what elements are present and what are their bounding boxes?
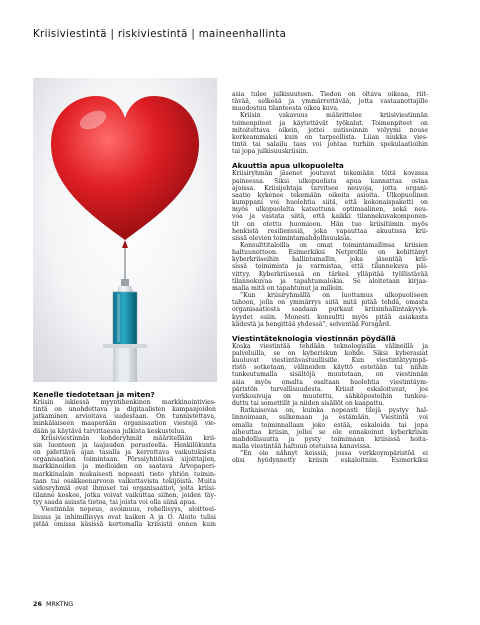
section-heading-kenelle: Kenelle tiedotetaan ja miten? (33, 390, 155, 399)
text-line: tävää, selkeää ja ymmärrettävää, jotta vastaanottajille (232, 98, 428, 106)
text-line: paineessa. Siksi ulkopuolista apua kannattaa ostaa (232, 177, 428, 185)
text-line: ”Kun kriisiryhmällä on luottamus ulkopuoliseen (240, 292, 428, 300)
right-intro (232, 91, 428, 155)
text-line: olisi hyödynnetty kriisin eskaloitniin. Esimerkiksi (232, 457, 428, 465)
right-column (232, 91, 428, 465)
text-line: mitoitettava oikein, jottei uutisoinnin volyymi nouse (232, 126, 428, 134)
text-line: päristön turvallisuudesta. Kriisit eskaloituvat, jos (232, 385, 428, 393)
text-line: minkälaiseen maaperään organisaation viestejä vie- (33, 420, 216, 428)
text-line: tahoon, jolla on ymmärrys siitä mitä pitää tehdä, omasta (232, 299, 428, 307)
text-line: Viestinnän nopeus, avoimuus, rehellisyys, aloitteel- (41, 506, 216, 514)
text-line: jatkaminen arvioitava uudestaan. On tunnistettava, (33, 413, 216, 421)
text-line: Kriisiryhmän jäsenet joutuvat tekemään töitä kovassa (232, 170, 428, 178)
text-line: sissä toimimista ja varmistaa, että tilannekuva päi- (232, 263, 428, 271)
text-line: omalla toiminnallaan joko estää, eskaloida tai jopa (232, 421, 428, 429)
text-line: tyy saada asiasta tietoa, tai joista voi olla siinä apua. (33, 499, 197, 507)
left-body (33, 399, 216, 528)
text-line: Kriisin vakavuus määrittelee kriisiviestinnän (240, 112, 428, 120)
text-line: tilannekuvaa ja tapahtumalokia. Se aloitetaan kirjaa- (232, 277, 428, 285)
page-footer (33, 600, 73, 608)
text-line: kyberkriiseihin hallintamallin, joka jäsentää krii- (232, 256, 428, 264)
text-line: ajoissa. Kriisijohtaja tarvitsee neuvoja, jotta organi- (232, 184, 428, 192)
text-line: myös ulkopuolelta katsottuna optimaalinen, sekä neu- (232, 206, 428, 214)
section-heading-akuuttia: Akuuttia apua ulkopuolelta (232, 161, 344, 171)
text-line: malla viestintää haltuun otetuissa kanavissa. (232, 443, 372, 451)
text-line: sidosryhmiä ovat ihmiset tai organisaatiot, joita kriisi- (33, 484, 216, 492)
text-line: toimenpiteet ja käytettävät työkalut. Toimenpiteet on (232, 119, 428, 127)
text-line: malla mitä on tapahtunut ja milloin. (232, 284, 344, 292)
text-line: tintä on unohdettava ja digitaalisten kampanjoiden (33, 406, 216, 414)
text-line: vittyy. Kyberkriisessä on tärkeä ylläpitää työllistävää (232, 270, 428, 278)
text-line: saatio kykenee tekemään oikeita asioita. Ulkopuolinen (232, 191, 428, 199)
text-line: Kriisin iskiessä myyntihenkinen markkinointivies- (33, 399, 216, 406)
text-line: tunkeutumalla sisältöjä muutetaan, on viestinnän (232, 371, 428, 379)
text-line: haltuunottoon. Esimerkiksi Netprofile on kehittänyt (232, 249, 428, 257)
text-line: on pidettävä ajan tasalla ja kerrottava vaikutuksista (33, 449, 216, 457)
text-line: ristö sotketaan, välineiden käyttö estetään tai niihin (232, 364, 428, 372)
text-line: henkistä resilienssiä, joka vapauttaa akuutissa krii- (232, 227, 428, 235)
text-line: markkinoiden ja medioiden on saatava Arvopaperi- (33, 463, 216, 471)
text-line: sissä olevien toimintamahdollisuuksia. (232, 234, 352, 242)
section1-body (232, 170, 428, 327)
text-line: taan tai osakkeenarvoon vaikuttavista tekijöistä. Muita (33, 477, 216, 485)
magazine-name: MRKTNG (45, 600, 74, 608)
text-line: kädestä ja hengittää yhdessä”, selventää Forsgård. (232, 320, 392, 328)
text-line: kyydet esiin. Monesti konsultti myös pitää asiakasta (232, 313, 428, 321)
text-line: Ratkaisevaa on, kuinka nopeasti tilejä pystyy hal- (240, 407, 428, 415)
text-line: duttu tai somettilit ja niiden sisällöt on kaapattu. (232, 400, 385, 408)
text-line: asia myös omalta osaltaan huolehtia viestintäym- (232, 378, 428, 386)
text-line: asia tulee julkisuuteen. Tiedon on oltava oikeaa, riit- (232, 91, 428, 98)
text-line: mahdollisuutta ja pysty toimimaan kriisissä hoita- (232, 435, 428, 443)
syringe-barrel (113, 292, 137, 346)
text-line: aiheuttaa kriisin, jollei se ole ennakoinut kyberkriisin (232, 428, 428, 436)
text-line: tilanne koskee, jotka voivat vaikuttaa siihen, joiden täy- (33, 492, 216, 500)
text-line: tai jopa julkisuuskriisiin. (232, 148, 309, 156)
text-line: organisaatiosta saadaan purkaut kriisinhallintakyvyk- (232, 306, 428, 314)
text-line: sin luonteen ja laajuuden perusteella. Henkilökunta (33, 441, 216, 449)
text-line: Konsulttitaloilla on omat toimintamallinsa kriisien (240, 241, 428, 249)
heart-balloon-syringe-image (33, 78, 217, 382)
text-line: palveluilla, se on kyberiskun kohde. Siksi kyberasiat (232, 350, 428, 357)
text-line: verkkosivuja on muutettu, sähköposteihin tunkeu- (232, 392, 428, 400)
text-line: ”En ole nähnyt keissiä, jossa verkkoympäristöä ei (240, 450, 428, 458)
text-line: tit on otettu huomioon. Hän tuo kriisitiimin myös (232, 220, 428, 228)
text-line: markkinalain mukaisesti nopeasti tieto yhtiön toimin- (33, 470, 216, 478)
text-line: Kriisiviestinnän kohderyhmät määritellään krii- (41, 434, 216, 442)
text-line: tintä tai salailu taas voi johtaa turhiin spekulaatioihin (232, 141, 428, 149)
text-line: organisaation toimintaan. Pörssiyhtiöissä sijoittajien, (33, 456, 216, 464)
text-line: korkeammaksi kuin on tarpeellista. Liian niukka vies- (232, 133, 428, 141)
text-line: muodostuu tilanteesta oikea kuva. (232, 105, 339, 113)
text-line: kuuluvat viestintävastuullisille. Kun viestintätyympä- (232, 357, 428, 365)
left-column (33, 390, 216, 528)
text-line: pitää omissa käsissä kertomalla kriisistä ennen kuin (33, 520, 216, 528)
text-line: dään ja käytävä tarvittaessa julkista keskustelua. (33, 427, 187, 435)
text-line: voa ja vastata siitä, että kaikki tilannekuvakomponen- (232, 213, 428, 221)
section2-body (232, 343, 428, 465)
text-line: Koska viestintää tehdään teknologisilla välineillä ja (232, 342, 428, 350)
section-header: Kriisiviestintä | riskiviestintä | maineenhallinta (33, 29, 287, 40)
text-line: kumppani voi huolehtia siitä, että kokonaispaketti on (232, 199, 428, 207)
page-number: 26 (33, 600, 42, 608)
text-line: linnoimaan, sulkemaan ja estämään. Viestintä voi (232, 414, 428, 422)
section-heading-viestintateknologia: Viestintäteknologia viestinnän pöydällä (232, 333, 396, 343)
text-line: lisuus ja inhimillisyys ovat kaiken A ja O. Aloite tulisi (33, 513, 216, 521)
